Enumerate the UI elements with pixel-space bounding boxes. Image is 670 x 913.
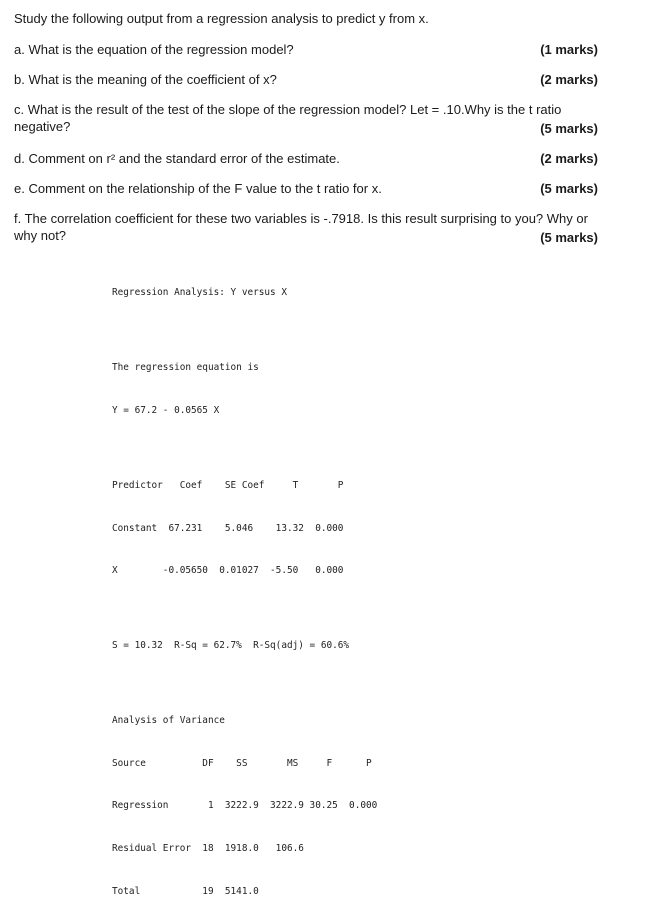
question-d-marks: (2 marks)	[540, 151, 598, 166]
question-b-text: b. What is the meaning of the coefficient of x?	[14, 72, 277, 87]
coef-row-x: X -0.05650 0.01027 -5.50 0.000	[112, 565, 344, 577]
regression-output	[112, 258, 377, 913]
anova-title: Analysis of Variance	[112, 715, 225, 727]
anova-row-residual: Residual Error 18 1918.0 106.6	[112, 842, 304, 854]
coef-table-header: Predictor Coef SE Coef T P	[112, 480, 344, 491]
question-a-text: a. What is the equation of the regression model?	[14, 42, 294, 57]
question-c-line1: c. What is the result of the test of the slope of the regression model? Let = .10.Why is the t ratio	[14, 102, 562, 117]
question-e-marks: (5 marks)	[540, 181, 598, 196]
anova-header: Source DF SS MS F P	[112, 757, 372, 769]
intro-text: Study the following output from a regression analysis to predict y from x.	[14, 11, 429, 26]
anova-row-total: Total 19 5141.0	[112, 885, 259, 897]
anova-row-regression: Regression 1 3222.9 3222.9 30.25 0.000	[112, 800, 378, 812]
output-equation: Y = 67.2 - 0.0565 X	[112, 405, 220, 416]
output-equation-label: The regression equation is	[112, 362, 259, 374]
question-a-marks: (1 marks)	[540, 42, 598, 57]
question-c-line2: negative?	[14, 119, 71, 134]
question-f-marks: (5 marks)	[540, 230, 598, 245]
question-e-text: e. Comment on the relationship of the F value to the t ratio for x.	[14, 181, 382, 196]
fit-statistics: S = 10.32 R-Sq = 62.7% R-Sq(adj) = 60.6%	[112, 640, 350, 652]
question-f-line2: why not?	[14, 228, 67, 243]
question-c-marks: (5 marks)	[540, 121, 598, 136]
coef-row-constant: Constant 67.231 5.046 13.32 0.000	[112, 522, 344, 534]
question-f-line1: f. The correlation coefficient for these two variables is -.7918. Is this result surprising to you? Why or	[14, 211, 588, 226]
output-title: Regression Analysis: Y versus X	[112, 287, 287, 299]
question-d-text: d. Comment on r² and the standard error of the estimate.	[14, 151, 340, 166]
question-b-marks: (2 marks)	[540, 72, 598, 87]
